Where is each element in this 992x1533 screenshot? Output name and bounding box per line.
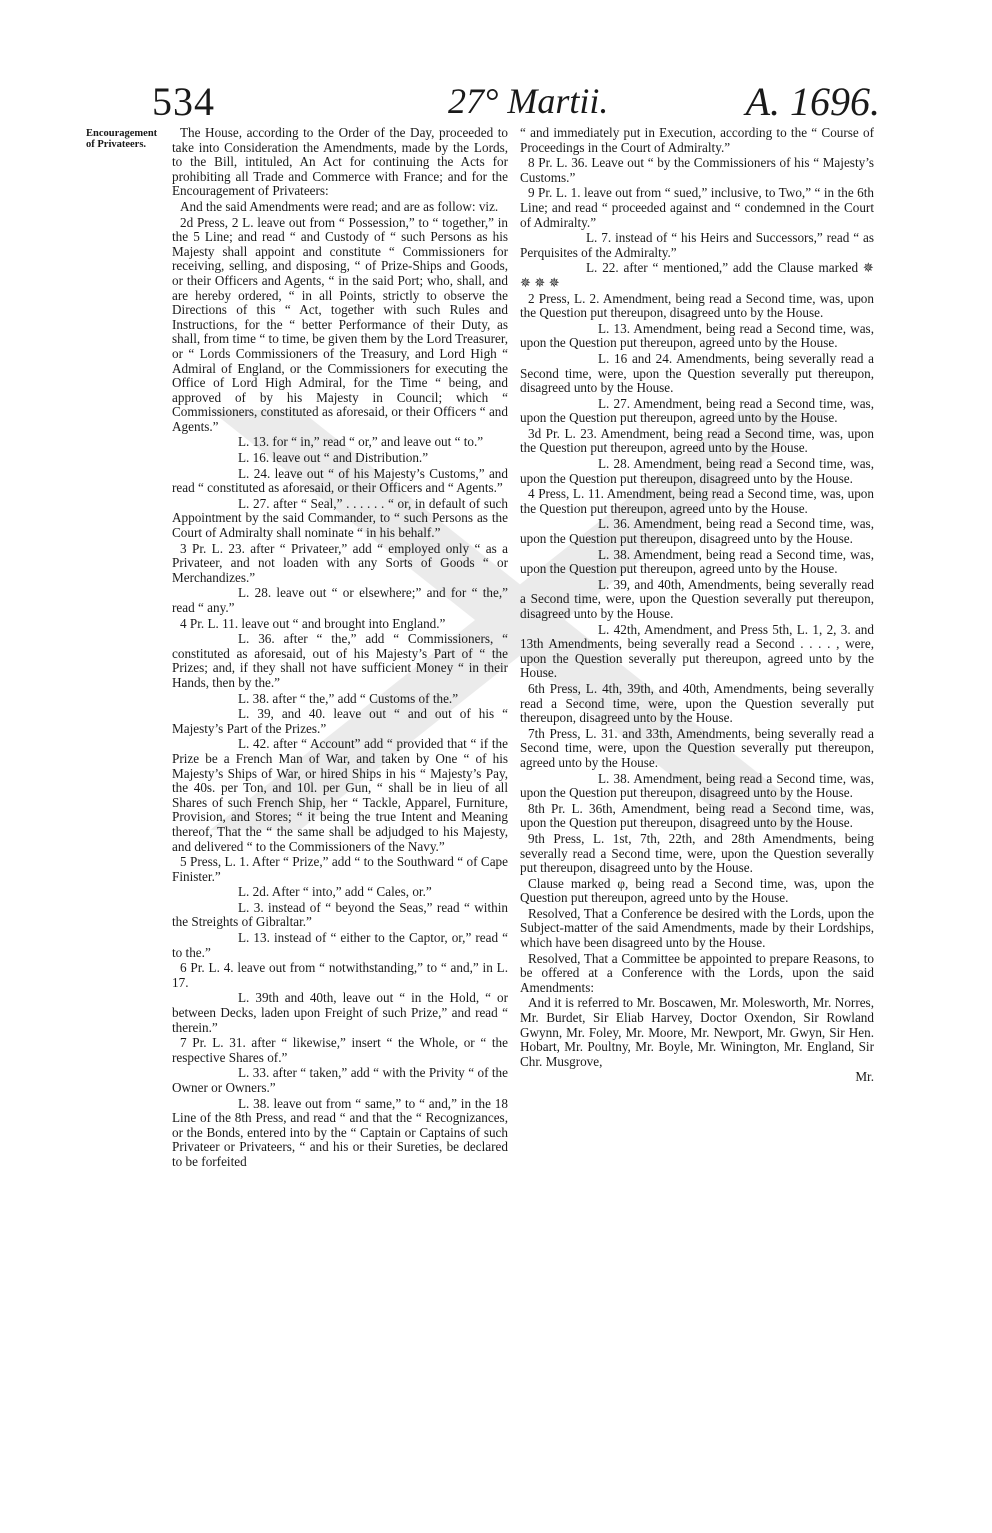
paragraph: 2d Press, 2 L. leave out from “ Possession,” to “ together,” in the 5 Line; and read “ and Custody of “ such Persons as his Majesty shall appoint and constitute “ Commissioners for receiving, selling, and disposing, “ of Prize-Ships and Goods, or their Officers and Agents, “ in the said Port; who, shall, and are hereby ordered, “ in all Points, strictly to observe the Directions of this “ Act, together with such Rules and Instructions, for the “ better Performance of their Duty, as shall, from time “ to time, be given them by the Lord Treasurer, or “ Lords Commissioners of the Treasury, and Lord High “ Admiral of England, or the Commissioners for executing the Office of Lord High Admiral, for the Time “ being, and approved of by his Majesty in Council; which “ Commissioners, constituted as aforesaid, or their Officers “ and Agents.” xyxy=(172,214,508,434)
paragraph: L. 38. Amendment, being read a Second time, was, upon the Question put thereupon, disagreed unto by the House. xyxy=(520,770,874,801)
page-number: 534 xyxy=(152,79,215,124)
paragraph: L. 39, and 40. leave out “ and out of his “ Majesty’s Part of the Prizes.” xyxy=(172,706,508,736)
paragraph: L. 16 and 24. Amendments, being severally read a Second time, were, upon the Question severally put thereupon, disagreed unto by the House. xyxy=(520,350,874,396)
paragraph: L. 42th, Amendment, and Press 5th, L. 1, 2, 3. and 13th Amendments, being severally read a Second . . . . , were, upon the Question severally put thereupon, agreed unto by the House. xyxy=(520,621,874,681)
paragraph: L. 39th and 40th, leave out “ in the Hold, “ or between Decks, laden upon Freight of such Prize,” and read “ therein.” xyxy=(172,990,508,1035)
paragraph: L. 38. Amendment, being read a Second time, was, upon the Question put thereupon, agreed unto by the House. xyxy=(520,546,874,577)
paragraph: L. 39, and 40th, Amendments, being severally read a Second time, were, upon the Question severally put thereupon, disagreed unto by the House. xyxy=(520,576,874,621)
paragraph: L. 38. leave out from “ same,” to “ and,” in the 18 Line of the 8th Press, and read “ and that the “ Recognizances, or the Bonds, entered into by the “ Captain or Captains of such Privateer or Privateers, “ and his or their Sureties, be declared to be forfeited xyxy=(172,1095,508,1169)
paragraph: 6th Press, L. 4th, 39th, and 40th, Amendments, being severally read a Second time, were, upon the Question severally put thereupon, disagreed unto by the House. xyxy=(520,680,874,726)
paragraph: 4 Press, L. 11. Amendment, being read a Second time, was, upon the Question put thereupon, agreed unto by the House. xyxy=(520,486,874,516)
paragraph: The House, according to the Order of the Day, proceeded to take into Consideration the Amendments, made by the Lords, to the Bill, intituled, An Act for continuing the Acts for prohibiting all Trade and Commerce with France; and for the Encouragement of Privateers: xyxy=(172,126,508,199)
paragraph: Mr. xyxy=(855,1069,874,1085)
paragraph: L. 22. after “ mentioned,” add the Clause marked ✵ ✵ ✵ ✵ xyxy=(520,260,874,290)
paragraph: L. 24. leave out “ of his Majesty’s Customs,” and read “ constituted as aforesaid, or their Officers and “ Agents.” xyxy=(172,465,508,496)
paragraph: L. 7. instead of “ his Heirs and Successors,” read “ as Perquisites of the Admiralty.” xyxy=(520,230,874,260)
paragraph: And it is referred to Mr. Boscawen, Mr. Molesworth, Mr. Norres, Mr. Burdet, Sir Eliab Harvey, Doctor Oxendon, Sir Rowland Gwynn, Mr. Foley, Mr. Moore, Mr. Newport, Mr. Gwyn, Sir Hen. Hobart, Mr. Poultny, Mr. Boyle, Mr. Winington, Mr. England, Sir Chr. Musgrove, xyxy=(520,995,874,1069)
paragraph: L. 27. Amendment, being read a Second time, was, upon the Question put thereupon, agreed unto by the House. xyxy=(520,395,874,426)
running-year: A. 1696. xyxy=(745,79,880,124)
paragraph: L. 28. leave out “ or elsewhere;” and for “ the,” read “ any.” xyxy=(172,585,508,615)
paragraph: L. 33. after “ taken,” add “ with the Privity “ of the Owner or Owners.” xyxy=(172,1065,508,1095)
paragraph: L. 42. after “ Account” add “ provided that “ if the Prize be a French Man of War, and taken by One “ of his Majesty’s Ships of War, or hired Ships in his “ Majesty’s Pay, the 40s. per Ton, and 10l. per Gun, “ shall be in lieu of all Shares of such French Ship, her “ Tackle, Apparel, Furniture, Provision, and Stores; “ it being the true Intent and Meaning thereof, That the “ the same shall be adjudged to his Majesty, and delivered “ to the Commissioners of the Navy.” xyxy=(172,736,508,854)
paragraph: 6 Pr. L. 4. leave out from “ notwithstanding,” to “ and,” in L. 17. xyxy=(172,960,508,990)
paragraph: 7 Pr. L. 31. after “ likewise,” insert “ the Whole, or “ the respective Shares of.” xyxy=(172,1035,508,1065)
paragraph: 7th Press, L. 31. and 33th, Amendments, being severally read a Second time, were, upon the Question severally put thereupon, agreed unto by the House. xyxy=(520,725,874,770)
paragraph: L. 2d. After “ into,” add “ Cales, or.” xyxy=(238,884,432,900)
paragraph: L. 13. for “ in,” read “ or,” and leave out “ to.” xyxy=(238,434,484,450)
paragraph: “ and immediately put in Execution, according to the “ Course of Proceedings in the Court of Admiralty.” xyxy=(520,126,874,155)
paragraph: L. 38. after “ the,” add “ Customs of the.” xyxy=(238,690,459,706)
left-column xyxy=(172,126,508,1526)
paragraph: 8th Pr. L. 36th, Amendment, being read a Second time, was, upon the Question put thereupon, disagreed unto by the House. xyxy=(520,800,874,831)
paragraph: 9 Pr. L. 1. leave out from “ sued,” inclusive, to Two,” “ in the 6th Line; and read “ proceeded against and “ condemned in the Court of Admiralty.” xyxy=(520,185,874,230)
paragraph: 9th Press, L. 1st, 7th, 22th, and 28th Amendments, being severally read a Second time, were, upon the Question severally put thereupon, disagreed unto by the House. xyxy=(520,830,874,876)
paragraph: Clause marked φ, being read a Second time, was, upon the Question put thereupon, agreed unto by the House. xyxy=(520,875,874,906)
paragraph: L. 27. after “ Seal,” . . . . . . “ or, in default of such Appointment by the said Commander, to “ such Persons as the Court of Admiralty shall nominate “ in his behalf.” xyxy=(172,495,508,541)
paragraph: 3d Pr. L. 23. Amendment, being read a Second time, was, upon the Question put thereupon, agreed unto by the House. xyxy=(520,425,874,456)
right-column xyxy=(520,126,874,1526)
paragraph: L. 13. instead of “ either to the Captor, or,” read “ to the.” xyxy=(172,930,508,960)
paragraph: L. 36. after “ the,” add “ Commissioners, “ constituted as aforesaid, out of his Majesty’s Part of “ the Prizes; and, if they shall not have sufficient Money “ in their Hands, then by the.” xyxy=(172,631,508,690)
margin-note: Encouragement of Privateers. xyxy=(86,128,158,150)
paragraph: Resolved, That a Committee be appointed to prepare Reasons, to be offered at a Conference with the Lords, upon the said Amendments: xyxy=(520,950,874,995)
paragraph: 4 Pr. L. 11. leave out “ and brought into England.” xyxy=(180,615,446,631)
paragraph: Resolved, That a Conference be desired with the Lords, upon the Subject-matter of the said Amendments, made by their Lordships, which have been disagreed unto by the House. xyxy=(520,905,874,951)
running-date: 27° Martii. xyxy=(448,81,609,121)
paragraph: 8 Pr. L. 36. Leave out “ by the Commissioners of his “ Majesty’s Customs.” xyxy=(520,155,874,185)
paragraph: 2 Press, L. 2. Amendment, being read a Second time, was, upon the Question put thereupon, disagreed unto by the House. xyxy=(520,290,874,321)
paragraph: L. 13. Amendment, being read a Second time, was, upon the Question put thereupon, agreed unto by the House. xyxy=(520,320,874,351)
paragraph: L. 36. Amendment, being read a Second time, was, upon the Question put thereupon, disagreed unto by the House. xyxy=(520,516,874,547)
paragraph: L. 16. leave out “ and Distribution.” xyxy=(238,450,429,466)
paragraph: 5 Press, L. 1. After “ Prize,” add “ to the Southward “ of Cape Finister.” xyxy=(172,854,508,884)
page-header xyxy=(0,0,992,130)
paragraph: 3 Pr. L. 23. after “ Privateer,” add “ employed only “ as a Privateer, and not loaden with any Sorts of Goods “ or Merchandizes.” xyxy=(172,540,508,585)
paragraph: And the said Amendments were read; and are as follow: viz. xyxy=(180,198,499,214)
paragraph: L. 3. instead of “ beyond the Seas,” read “ within the Streights of Gibraltar.” xyxy=(172,899,508,930)
paragraph: L. 28. Amendment, being read a Second time, was, upon the Question put thereupon, disagreed unto by the House. xyxy=(520,456,874,486)
